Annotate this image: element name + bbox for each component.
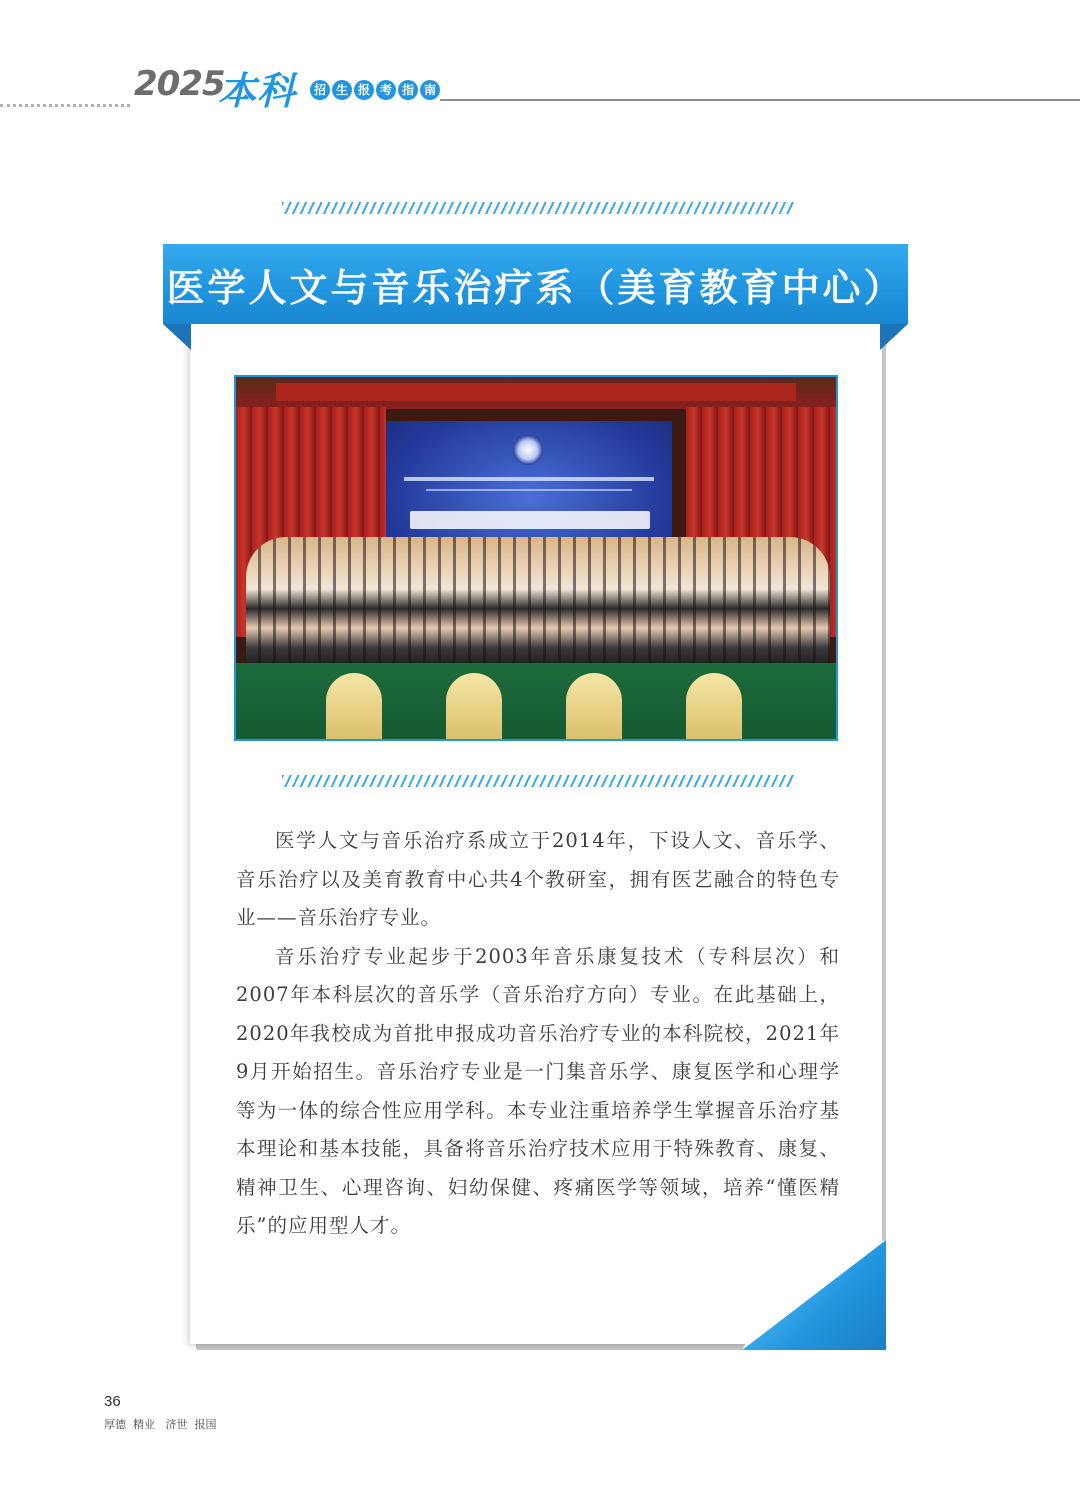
header-subtitle-char: 考 [376, 80, 396, 100]
photo-chair [566, 673, 622, 741]
header-subtitle-char: 报 [354, 80, 374, 100]
photo-chair [446, 673, 502, 741]
decorative-zigzag-middle [282, 775, 794, 787]
photo-screen-text-line [404, 477, 654, 481]
header-subtitle-char: 南 [420, 80, 440, 100]
body-text [236, 822, 840, 1246]
decorative-zigzag-top [282, 202, 794, 214]
photo-screen-logo-icon [513, 435, 543, 465]
photo-stage-banner [276, 383, 796, 401]
footer-motto: 厚德 精业 济世 报国 [104, 1418, 217, 1431]
header-dotted-rule [0, 104, 130, 107]
photo-group-of-people [246, 537, 830, 667]
photo-screen-text-line [426, 489, 632, 491]
header-subtitle-char: 指 [398, 80, 418, 100]
header-subtitle-char: 生 [332, 80, 352, 100]
banner-fold-left [163, 324, 191, 350]
header-subtitle-char: 招 [310, 80, 330, 100]
concert-group-photo [234, 375, 838, 741]
page-number: 36 [104, 1393, 121, 1410]
header-year: 2025 [134, 64, 225, 104]
photo-chair [686, 673, 742, 741]
photo-screen-headline [410, 511, 650, 529]
body-paragraph: 音乐治疗专业起步于2003年音乐康复技术（专科层次）和2007年本科层次的音乐学（音乐治疗方向）专业。在此基础上，2020年我校成为首批申报成功音乐治疗专业的本科院校，2021年9月开始招生。音乐治疗专业是一门集音乐学、康复医学和心理学等为一体的综合性应用学科。本专业注重培养学生掌握音乐治疗基本理论和基本技能，具备将音乐治疗技术应用于特殊教育、康复、精神卫生、心理咨询、妇幼保健、疼痛医学等领域，培养“懂医精乐”的应用型人才。 [236, 944, 840, 1237]
header-rule [440, 99, 1080, 101]
header-subtitle [310, 80, 440, 100]
body-paragraph: 医学人文与音乐治疗系成立于2014年，下设人文、音乐学、音乐治疗以及美育教育中心共4个教研室，拥有医艺融合的特色专业——音乐治疗专业。 [236, 829, 840, 929]
section-banner [163, 244, 908, 324]
photo-chair [326, 673, 382, 741]
section-title: 医学人文与音乐治疗系（美育教育中心） [166, 264, 905, 310]
header-brand: 本科 [218, 69, 297, 113]
